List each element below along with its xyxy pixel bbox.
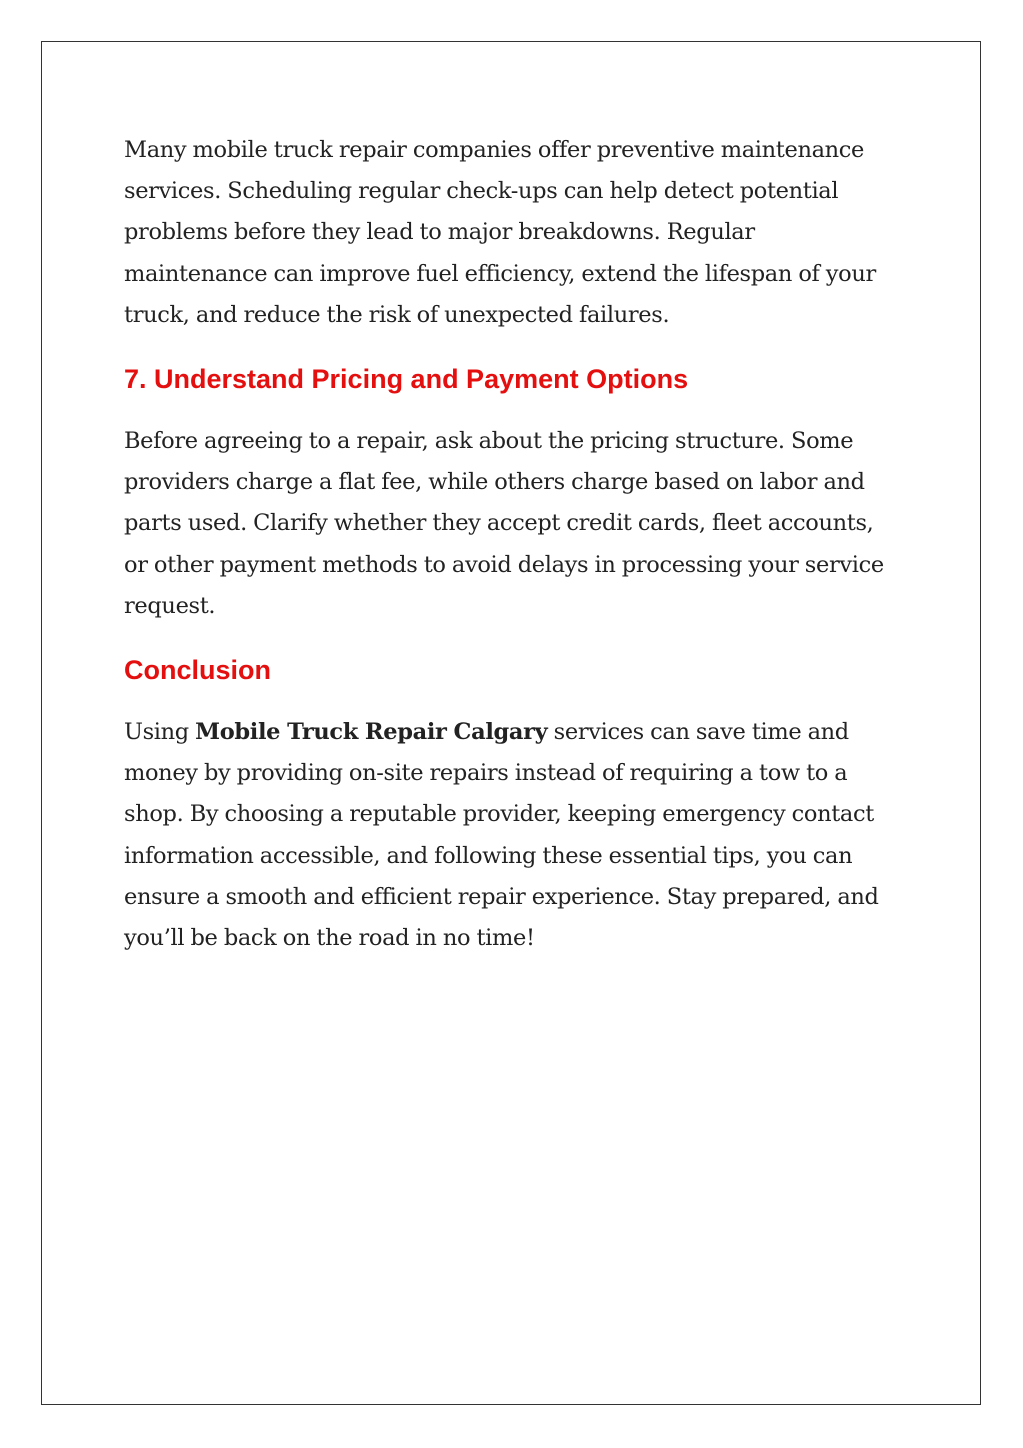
text-line: Many mobile truck repair companies offer preventive maintenance: [124, 137, 865, 163]
section-7-paragraph: [124, 421, 914, 627]
conclusion-heading: Conclusion: [124, 655, 271, 686]
text-line: [124, 712, 914, 753]
text-line: ensure a smooth and efficient repair experience. Stay prepared, and: [124, 883, 879, 910]
text-line: parts used. Clarify whether they accept credit cards, fleet accounts,: [124, 510, 874, 537]
conclusion-paragraph: [124, 712, 914, 959]
section-7-heading: 7. Understand Pricing and Payment Options: [124, 364, 689, 395]
text-line: request.: [124, 592, 216, 619]
service-name-bold: Mobile Truck Repair Calgary: [195, 719, 548, 746]
text-line: problems before they lead to major breakdowns. Regular: [124, 219, 755, 246]
text-line: services. Scheduling regular check-ups can help detect potential: [124, 178, 839, 205]
text-line: truck, and reduce the risk of unexpected failures.: [124, 301, 670, 328]
text-line: or other payment methods to avoid delays in processing your service: [124, 551, 884, 578]
text-line: shop. By choosing a reputable provider, keeping emergency contact: [124, 801, 874, 828]
text-line: money by providing on-site repairs instead of requiring a tow to a: [124, 760, 848, 787]
text-segment: services can save time and: [547, 719, 849, 746]
text-line: information accessible, and following these essential tips, you can: [124, 842, 853, 869]
text-line: maintenance can improve fuel efficiency, extend the lifespan of your: [124, 260, 876, 287]
text-line: you’ll be back on the road in no time!: [124, 925, 535, 952]
document-content: [124, 130, 914, 959]
intro-paragraph: [124, 130, 914, 336]
text-segment: Using: [124, 719, 196, 746]
text-line: providers charge a flat fee, while others charge based on labor and: [124, 469, 865, 496]
text-line: Before agreeing to a repair, ask about the pricing structure. Some: [124, 428, 854, 455]
